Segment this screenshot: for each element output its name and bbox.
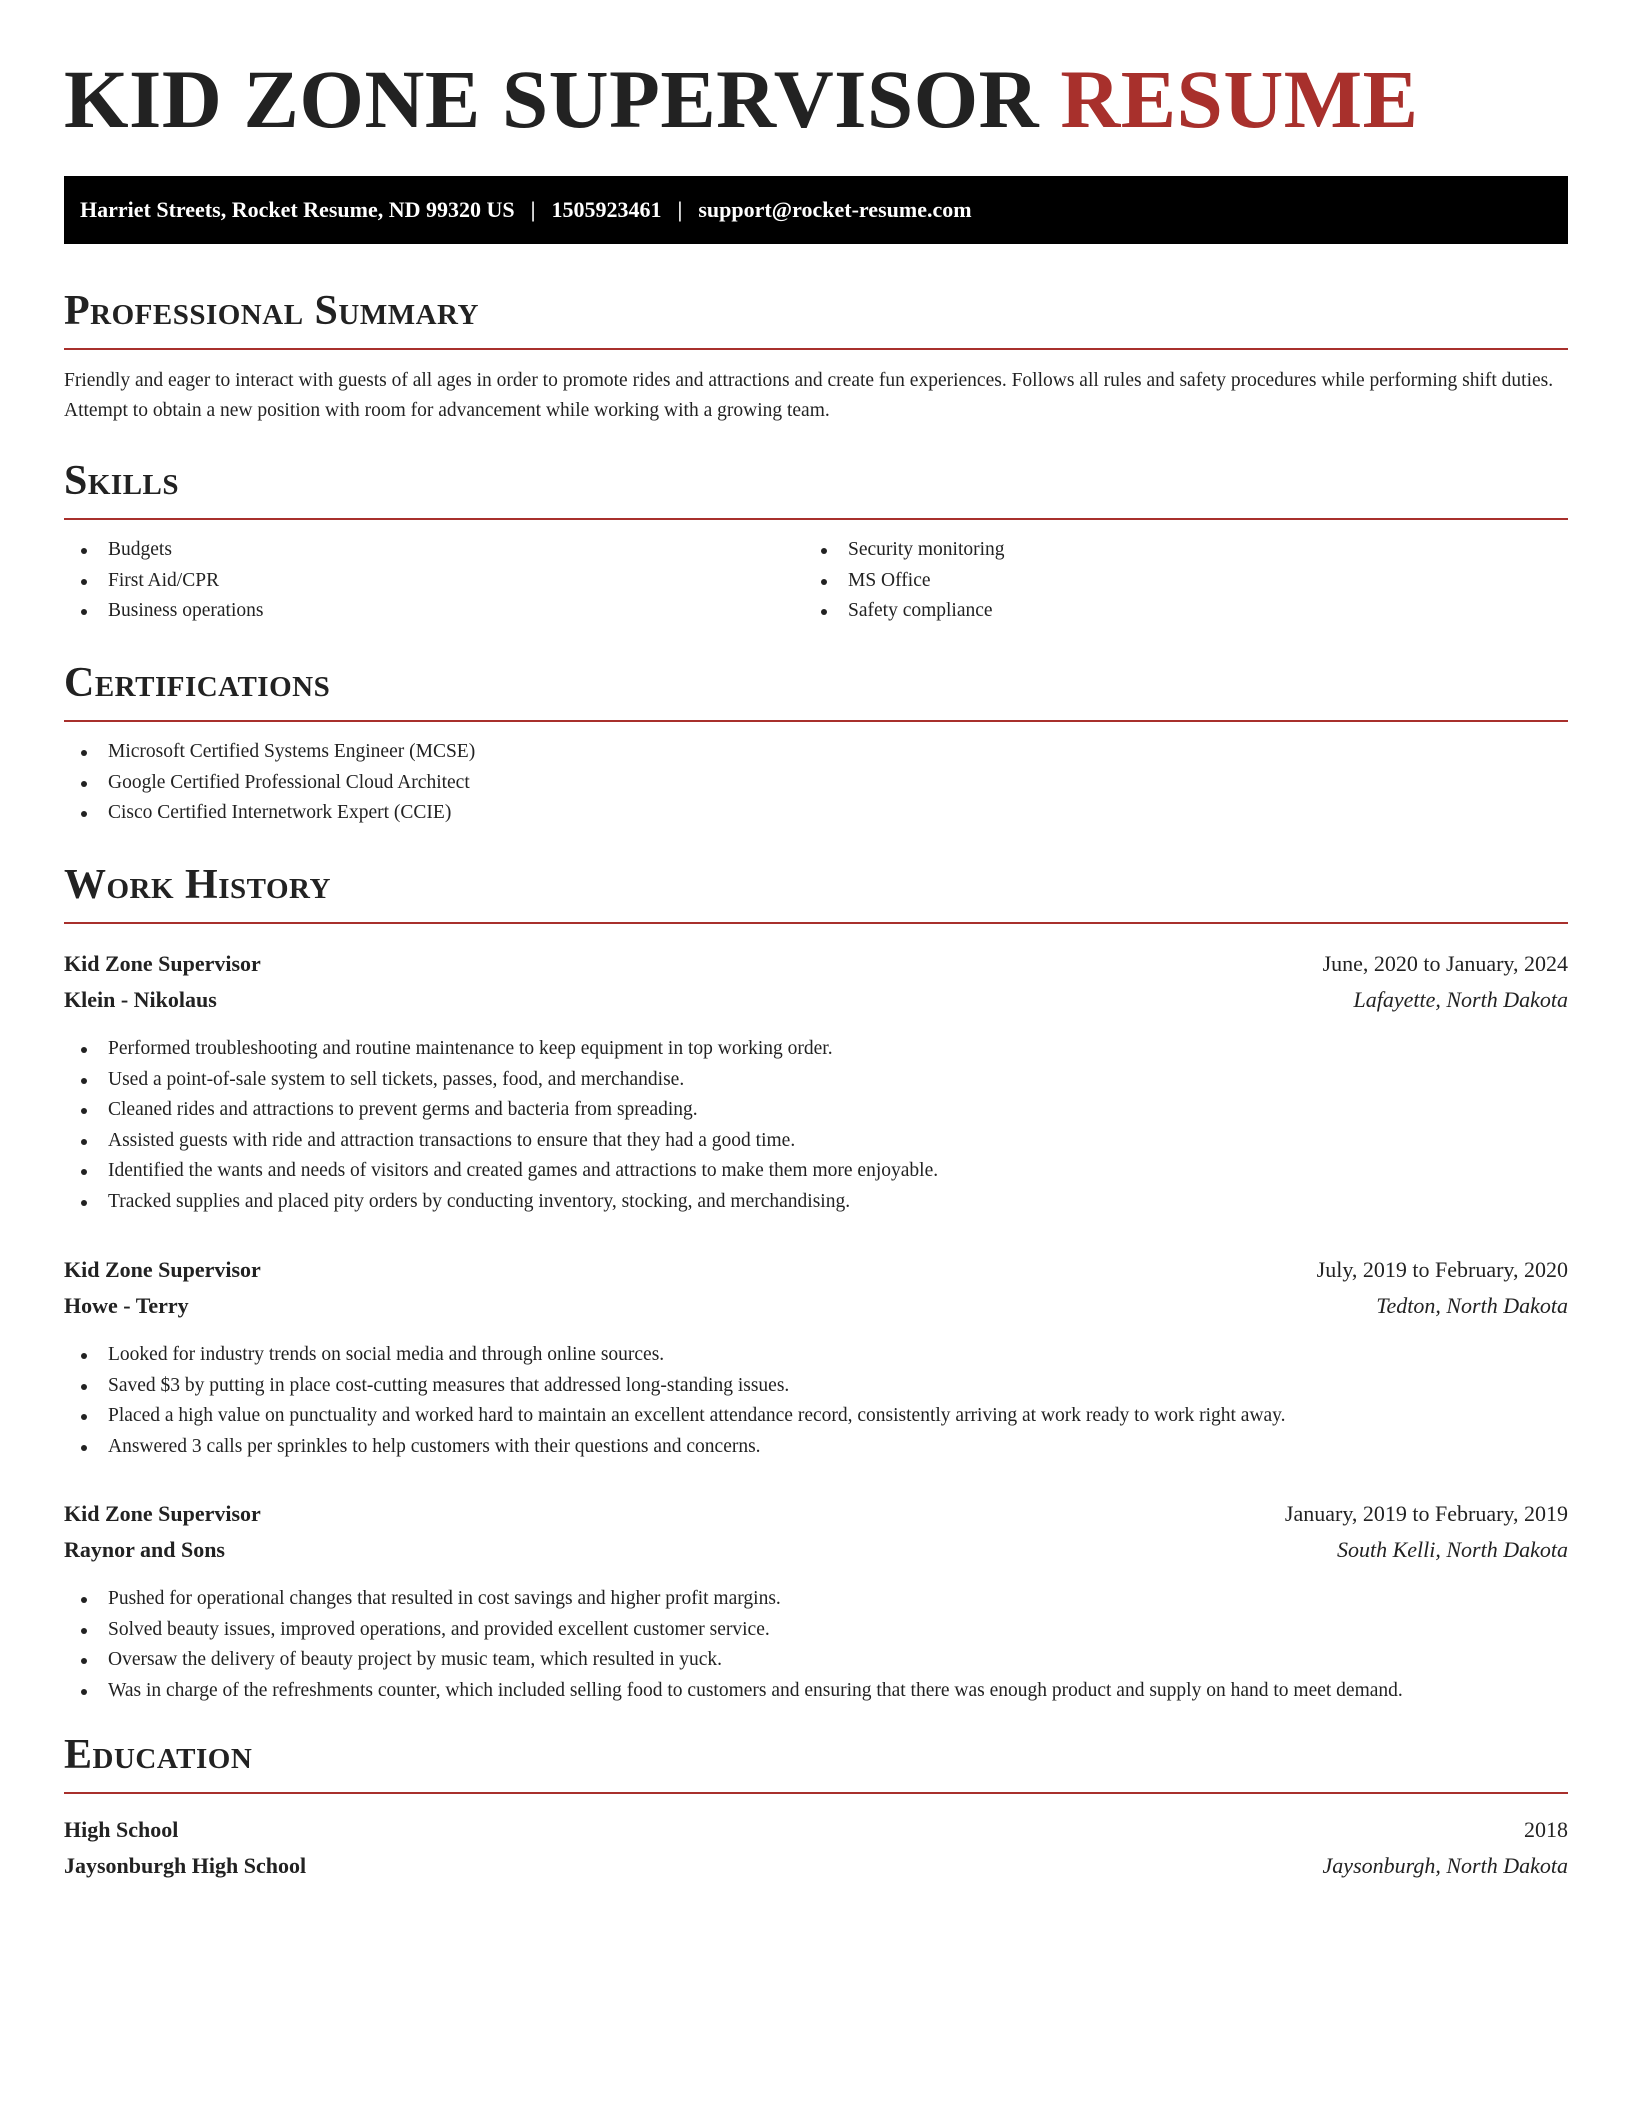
job-bullet: Was in charge of the refreshments counter, which included selling food to customers and ensuring that there was enough product and supply on hand to meet demand. xyxy=(64,1676,1568,1707)
job-dates: July, 2019 to February, 2020 xyxy=(1316,1257,1568,1282)
title-main: KID ZONE SUPERVISOR xyxy=(64,53,1040,145)
job-bullet: Placed a high value on punctuality and worked hard to maintain an excellent attendance record, consistently arriving at work ready to work right away. xyxy=(64,1401,1568,1432)
certification-item: Microsoft Certified Systems Engineer (MCSE) xyxy=(64,737,1568,768)
skill-item: MS Office xyxy=(804,566,1524,597)
job-title: Kid Zone Supervisor xyxy=(64,1257,261,1282)
job-bullet: Solved beauty issues, improved operations, and provided excellent customer service. xyxy=(64,1615,1568,1646)
certification-item: Google Certified Professional Cloud Architect xyxy=(64,768,1568,799)
section-divider xyxy=(64,720,1568,722)
job-location: South Kelli, North Dakota xyxy=(1337,1537,1568,1562)
education-degree-row xyxy=(64,1812,1568,1848)
skills-list-right xyxy=(804,535,1524,627)
education-school-row xyxy=(64,1848,1568,1884)
skill-item: Budgets xyxy=(64,535,784,566)
job-bullet: Looked for industry trends on social media and through online sources. xyxy=(64,1340,1568,1371)
job-bullet: Used a point-of-sale system to sell tickets, passes, food, and merchandise. xyxy=(64,1065,1568,1096)
job-company-row xyxy=(64,1532,1568,1568)
education-heading: Education xyxy=(64,1732,253,1778)
job-bullet: Identified the wants and needs of visitors and created games and attractions to make them more enjoyable. xyxy=(64,1156,1568,1187)
job-title-row xyxy=(64,1252,1568,1288)
section-divider xyxy=(64,518,1568,520)
contact-address: Harriet Streets, Rocket Resume, ND 99320 US xyxy=(80,197,515,222)
job-bullets xyxy=(64,1584,1568,1706)
skill-item: First Aid/CPR xyxy=(64,566,784,597)
job-bullet: Answered 3 calls per sprinkles to help customers with their questions and concerns. xyxy=(64,1432,1568,1463)
job-dates: January, 2019 to February, 2019 xyxy=(1284,1501,1568,1526)
skills-list-left xyxy=(64,535,784,627)
job-title: Kid Zone Supervisor xyxy=(64,1501,261,1526)
skill-item: Business operations xyxy=(64,596,784,627)
skill-item: Safety compliance xyxy=(804,596,1524,627)
certifications-list xyxy=(64,737,1568,829)
contact-separator: | xyxy=(677,197,683,222)
job-bullet: Performed troubleshooting and routine maintenance to keep equipment in top working order. xyxy=(64,1034,1568,1065)
resume-title xyxy=(64,53,1419,145)
contact-phone: 1505923461 xyxy=(551,197,662,222)
skills-heading: Skills xyxy=(64,458,180,504)
job-company: Klein - Nikolaus xyxy=(64,987,217,1012)
section-divider xyxy=(64,348,1568,350)
contact-email: support@rocket-resume.com xyxy=(698,197,972,222)
education-school: Jaysonburgh High School xyxy=(64,1853,307,1878)
job-bullet: Assisted guests with ride and attraction transactions to ensure that they had a good time. xyxy=(64,1126,1568,1157)
job-bullets xyxy=(64,1034,1568,1217)
job-company-row xyxy=(64,982,1568,1018)
section-divider xyxy=(64,922,1568,924)
contact-bar xyxy=(64,176,1568,244)
job-bullet: Saved $3 by putting in place cost-cutting measures that addressed long-standing issues. xyxy=(64,1371,1568,1402)
job-company: Raynor and Sons xyxy=(64,1537,225,1562)
job-location: Lafayette, North Dakota xyxy=(1353,987,1568,1012)
job-company-row xyxy=(64,1288,1568,1324)
work-history-heading: Work History xyxy=(64,862,331,908)
job-location: Tedton, North Dakota xyxy=(1376,1293,1568,1318)
job-bullet: Oversaw the delivery of beauty project by music team, which resulted in yuck. xyxy=(64,1645,1568,1676)
summary-heading: Professional Summary xyxy=(64,288,479,334)
section-divider xyxy=(64,1792,1568,1794)
job-bullets xyxy=(64,1340,1568,1462)
education-location: Jaysonburgh, North Dakota xyxy=(1322,1853,1568,1878)
job-company: Howe - Terry xyxy=(64,1293,189,1318)
job-bullet: Pushed for operational changes that resulted in cost savings and higher profit margins. xyxy=(64,1584,1568,1615)
certification-item: Cisco Certified Internetwork Expert (CCIE) xyxy=(64,798,1568,829)
education-degree: High School xyxy=(64,1817,179,1842)
education-year: 2018 xyxy=(1524,1817,1568,1842)
summary-text: Friendly and eager to interact with guests of all ages in order to promote rides and attractions and create fun experiences. Follows all rules and safety procedures while performing shift duties. Attempt to obtain a new position with room for advancement while working with a growing team. xyxy=(64,370,1554,421)
contact-separator: | xyxy=(530,197,536,222)
certifications-heading: Certifications xyxy=(64,660,331,706)
job-title-row xyxy=(64,1496,1568,1532)
job-title-row xyxy=(64,946,1568,982)
job-bullet: Tracked supplies and placed pity orders by conducting inventory, stocking, and merchandising. xyxy=(64,1187,1568,1218)
skill-item: Security monitoring xyxy=(804,535,1524,566)
job-title: Kid Zone Supervisor xyxy=(64,951,261,976)
job-dates: June, 2020 to January, 2024 xyxy=(1322,951,1568,976)
job-bullet: Cleaned rides and attractions to prevent germs and bacteria from spreading. xyxy=(64,1095,1568,1126)
title-accent: RESUME xyxy=(1060,53,1419,145)
